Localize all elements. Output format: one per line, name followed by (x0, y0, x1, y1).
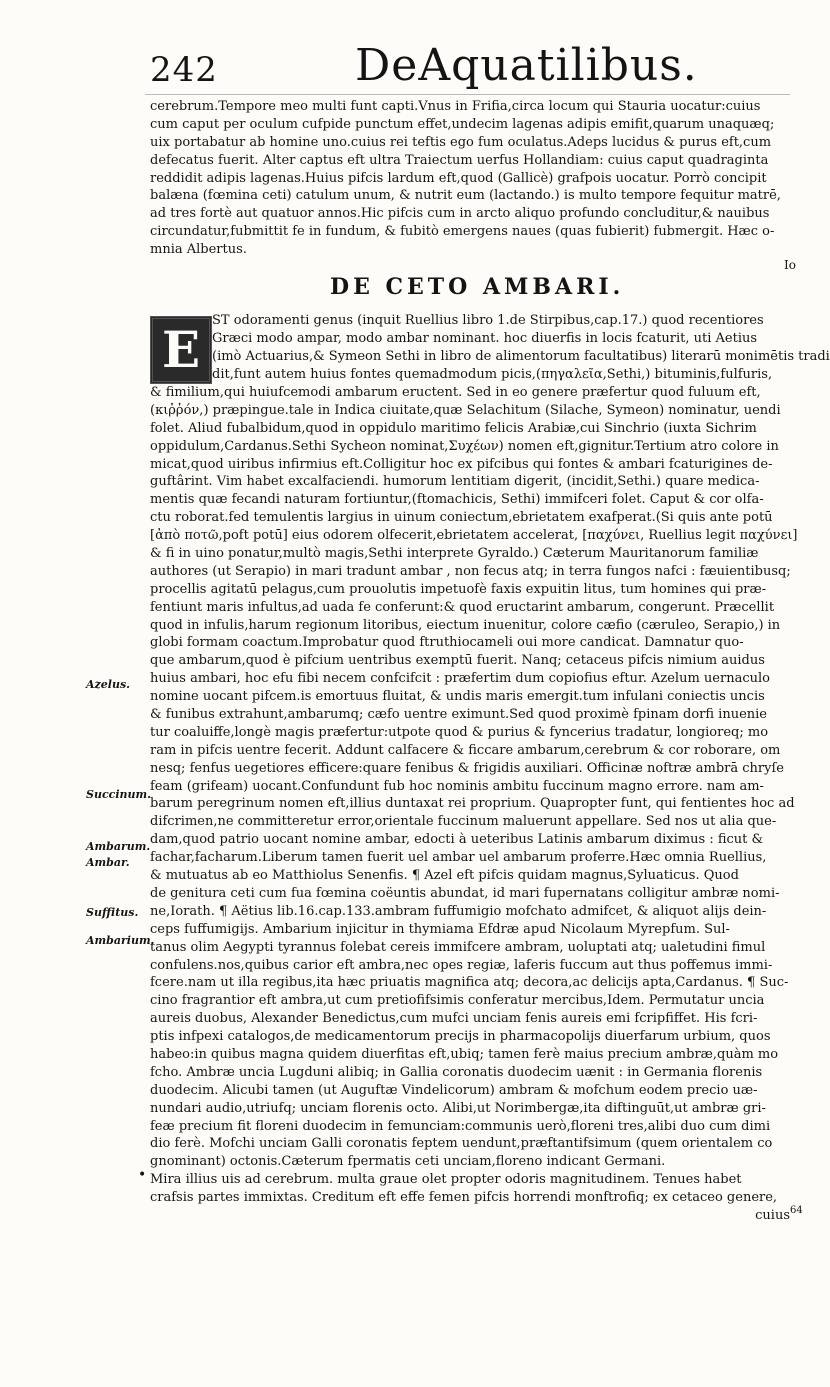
text-line: ram in pifcis uentre fecerit. Addunt calfacere & ficcare ambarum,cerebrum & cor roborare, om (150, 742, 781, 758)
text-line: duodecim. Alicubi tamen (ut Auguftæ Vindelicorum) ambram & mofchum eodem precio uæ- (150, 1082, 758, 1098)
section-title: DE CETO AMBARI. (330, 274, 625, 300)
text-line: dam,quod patrio uocant nomine ambar, edocti à ueteribus Latinis ambarum diximus : ficut & (150, 832, 764, 848)
text-line: reddidit adipis lagenas.Huius pifcis lardum eft,quod (Gallicè) grafpois uocatur. Porrò concipit (150, 170, 767, 186)
text-line: huius ambari, hoc efu fibi necem confcifcit : præfertim dum copiofius eftur. Azelum uernaculo (150, 671, 770, 687)
text-line: cerebrum.Tempore meo multi funt capti.Vnus in Frifia,circa locum qui Stauria uocatur:cuius (150, 99, 761, 114)
marginal-note-ambarium: Ambarium. (86, 934, 155, 947)
text-line: confulens.nos,quibus carior eft ambra,nec opes regiæ, laferis fuccum aut thus poffemus immi- (150, 957, 773, 973)
text-line: cum caput per oculum cufpide punctum effet,undecim lagenas adipis emifit,quarum unaquæq; (150, 116, 775, 132)
text-line: & fimilium,qui huiufcemodi ambarum eructent. Sed in eo genere præfertur quod fuluum eft, (150, 385, 761, 400)
text-line: ptis infpexi catalogos,de medicamentorum precijs in pharmacopolijs diuerfarum urbium, quos (150, 1029, 771, 1045)
drop-initial: E (150, 316, 212, 384)
text-line: mnia Albertus. (150, 242, 247, 258)
text-line: (κιῤῥόν,) præpingue.tale in Indica ciuitate,quæ Selachitum (Silache, Symeon) nominatur, uendi (150, 402, 781, 418)
signature-mark: Io (784, 258, 796, 272)
text-line: circundatur,fubmittit fe in fundum, & fubitò emergens naues (quas fubierit) fubmergit. Hæc o- (150, 224, 775, 240)
text-line: & funibus extrahunt,ambarumq; cæfo uentre eximunt.Sed quod proximè fpinam dorfi inuenie (150, 707, 767, 723)
marginal-note-succinum: Succinum. (86, 788, 151, 801)
page-number: 242 (150, 50, 218, 90)
text-line: que ambarum,quod è pifcium uentribus exemptū fuerit. Nanq; cetaceus pifcis nimium auidus (150, 653, 765, 669)
text-line: gnominant) octonis.Cæterum fpermatis ceti unciam,floreno indicant Germani. (150, 1154, 666, 1170)
text-line: fcho. Ambræ uncia Lugduni alibiq; in Gallia coronatis duodecim uænit : in Germania florenis (150, 1064, 763, 1080)
text-line: barum peregrinum nomen eft,illius duntaxat rei proprium. Quapropter funt, qui fentientes hoc ad (150, 796, 795, 812)
marginal-note-ambarum: Ambarum. (86, 840, 151, 853)
header-rule (145, 94, 790, 95)
text-line: mentis quæ fecandi naturam fortiuntur,(ftomachicis, Sethi) immifceri folet. Caput & cor olfa- (150, 492, 764, 508)
text-line: guftârint. Vim habet excalfaciendi. humorum lentitiam digerit, (incidit,Sethi.) quare medica- (150, 474, 760, 490)
body-opening-lines (150, 312, 830, 384)
text-line: fentiunt maris infultus,ad uada fe conferunt:& quod eructarint ambarum, congerunt. Præcellit (150, 599, 775, 615)
intro-paragraph (150, 98, 790, 259)
text-line: defecatus fuerit. Alter captus eft ultra Traiectum uerfus Hollandiam: cuius caput quadraginta (150, 152, 769, 168)
text-line: crafsis partes immixtas. Creditum eft effe femen pifcis horrendi monftrofiq; ex cetaceo genere, (150, 1190, 778, 1206)
text-line: ceps fuffumigijs. Ambarium injicitur in thymiama Efdræ apud Nicolaum Myrepfum. Sul- (150, 921, 730, 937)
text-line: fachar,facharum.Liberum tamen fuerit uel ambar uel ambarum proferre.Hæc omnia Ruellius, (150, 850, 767, 866)
text-line: quod in infulis,harum regionum litoribus, eiectum inuenitur, colore cæfio (cæruleo, Serapio,) in (150, 617, 781, 633)
right-margin-number: 64 (790, 1205, 803, 1216)
text-line: ctu roborat.fed temulentis largius in uinum coniectum,ebrietatem exafperat.(Si quis ante potū (150, 510, 773, 526)
text-line: nesq; fenfus uegetiores efficere:quare fenibus & frigidis auxiliari. Officinæ noftræ ambrā chryſe (150, 760, 784, 776)
text-line: difcrimen,ne committeretur error,orientale fuccinum maluerunt appellare. Sed nos ut alia que- (150, 814, 777, 830)
text-line: nomine uocant pifcem.is emortuus fluitat, & undis maris emergit.tum infulani coniectis uncis (150, 689, 765, 705)
marginal-note-azelus: Azelus. (86, 678, 130, 691)
text-line: dio ferè. Mofchi unciam Galli coronatis feptem uendunt,præftantifsimum (quem orientalem co (150, 1136, 773, 1152)
running-title: DeAquatilibus. (355, 40, 698, 91)
text-line: Mira illius uis ad cerebrum. multa graue olet propter odoris magnitudinem. Tenues habet (150, 1172, 742, 1188)
margin-bullet-icon: • (138, 1167, 147, 1183)
text-line: authores (ut Serapio) in mari tradunt ambar , non fecus atq; in terra fungos nafci : fæuientibusq; (150, 563, 791, 579)
text-line: folet. Aliud fubalbidum,quod in oppidulo maritimo felicis Arabiæ,cui Sinchrio (iuxta Sichrim (150, 420, 757, 436)
text-line: ne,Iorath. ¶ Aëtius lib.16.cap.133.ambram fuffumigio mofchato admifcet, & aliquot alijs dein- (150, 903, 767, 919)
text-line: balæna (fœmina ceti) catulum unum, & nutrit eum (lactando.) is multo tempore fequitur matrē, (150, 188, 781, 204)
text-line: (imò Actuarius,& Symeon Sethi in libro de alimentorum facultatibus) literarū monimētis tradi (212, 348, 830, 364)
text-line: fcere.nam ut illa regibus,ita hæc priuatis magnifica atq; decora,ac delicijs apta,Cardanus. ¶ Suc- (150, 975, 789, 991)
text-line: uix portabatur ab homine uno.cuius rei teftis ego fum oculatus.Adeps lucidus & purus eft,cum (150, 134, 772, 150)
text-line: aureis duobus, Alexander Benedictus,cum mufci unciam fenis aureis emi fcripfiffet. His fcri- (150, 1011, 758, 1027)
marginal-note-ambar: Ambar. (86, 856, 130, 869)
text-line: micat,quod uiribus infirmius eft.Colligitur hoc ex pifcibus qui fontes & ambari fcaturigines de- (150, 456, 773, 472)
text-line: Græci modo ampar, modo ambar nominant. hoc diuerfis in locis fcaturit, uti Aetius (212, 330, 758, 346)
text-line: ST odoramenti genus (inquit Ruellius libro 1.de Stirpibus,cap.17.) quod recentiores (212, 313, 764, 328)
text-line: globi formam coactum.Improbatur quod ftruthiocameli oui more candicat. Damnatur quo- (150, 635, 744, 651)
text-line: nundari audio,utriufq; unciam florenis octo. Alibi,ut Norimbergæ,ita diftinguūt,ut ambræ gri- (150, 1100, 766, 1116)
text-line: feæ precium fit floreni duodecim in femunciam:communis uerò,floreni tres,alibi duo cum dimi (150, 1118, 771, 1134)
text-line: [ἀπὸ ποτῶ,poft potū] eius odorem olfecerit,ebrietatem accelerat, [παχύνει, Ruellius legit παχύνει] (150, 528, 798, 544)
catchword: cuius (755, 1207, 790, 1223)
text-line: & mutuatus ab eo Matthiolus Senenfis. ¶ Azel eft pifcis quidam magnus,Syluaticus. Quod (150, 868, 739, 884)
text-line: tanus olim Aegypti tyrannus folebat cereis immifcere ambram, uoluptati atq; ualetudini fimul (150, 939, 766, 955)
text-line: tur coaluiffe,longè magis præfertur:utpote quod & purius & fyncerius tradatur, longioreq; mo (150, 724, 769, 740)
text-line: cino fragrantior eft ambra,ut cum pretiofifsimis conferatur mercibus,Idem. Permutatur uncia (150, 993, 765, 1009)
marginal-note-suffitus: Suffitus. (86, 906, 139, 919)
text-line: & fi in uino ponatur,multò magis,Sethi interprete Gyraldo.) Cæterum Mauritanorum familiæ (150, 546, 759, 562)
text-line: procellis agitatū pelagus,cum prouolutis impetuofè faxis expuitin litus, tum homines qui præ- (150, 581, 767, 597)
text-line: oppidulum,Cardanus.Sethi Sycheon nominat,Συχέων) nomen eft,gignitur.Tertium atro colore in (150, 438, 779, 454)
text-line: de genitura ceti cum fua fœmina coëuntis abundat, id mari fupernatans colligitur ambræ nomi- (150, 885, 780, 901)
text-line: feam (grifeam) uocant.Confundunt fub hoc nominis ambitu fuccinum magno errore. nam am- (150, 778, 764, 794)
text-line: dit,funt autem huius fontes quemadmodum picis,(πηγαλεῖα,Sethi,) bituminis,fulfuris, (212, 366, 773, 382)
text-line: habeo:in quibus magna quidem diuerfitas eft,ubiq; tamen ferè maius precium ambræ,quàm mo (150, 1046, 779, 1062)
text-line: ad tres fortè aut quatuor annos.Hic pifcis cum in arcto aliquo profundo concluditur,& nauibus (150, 206, 770, 222)
